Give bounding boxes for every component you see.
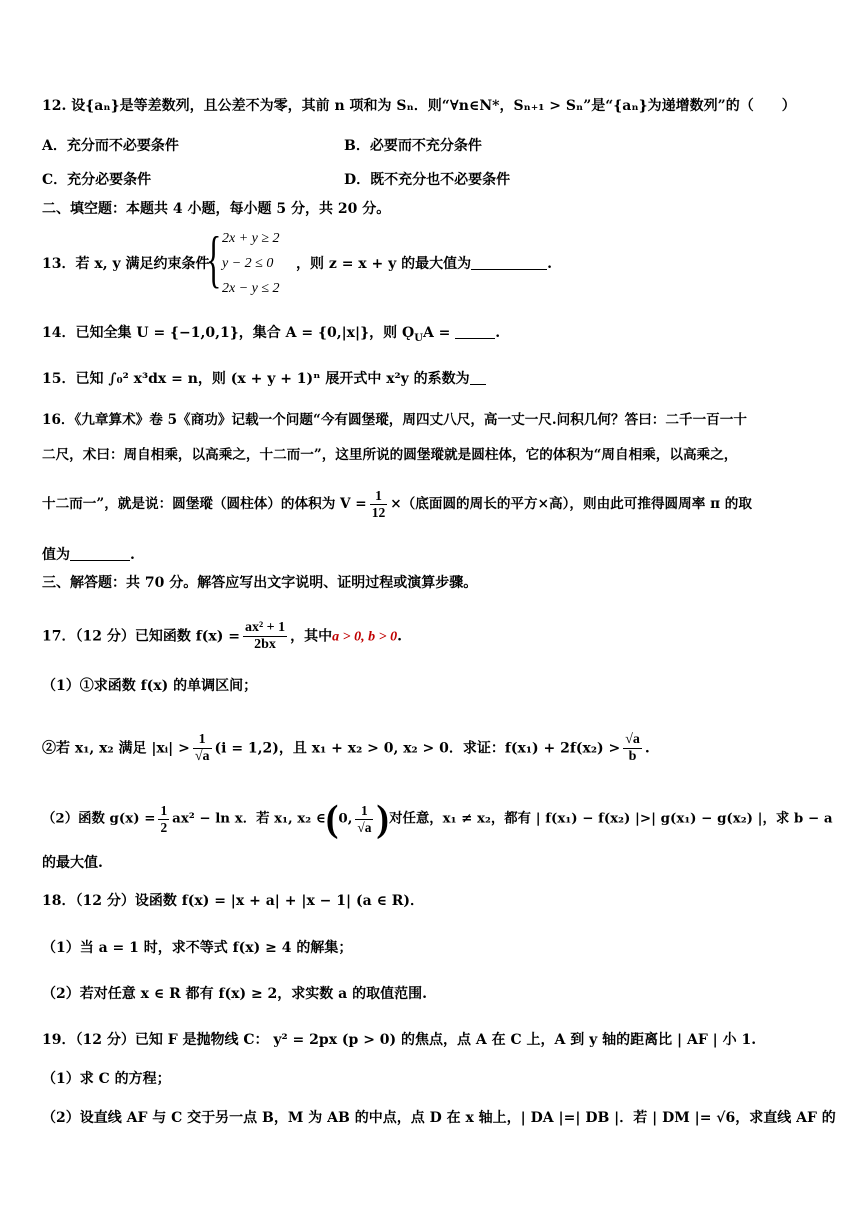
q17-p3-frac-den: 2 [160,819,168,835]
q17-part-1: （1）①求函数 f(x) 的单调区间； [42,678,258,694]
q17-interval-open: ( [325,798,339,840]
q15-stem: 15．已知 ∫₀² x³dx = n，则 (x + y + 1)ⁿ 展开式中 x²y 的系数为 [42,371,470,387]
q16-line-4-text: 值为 [42,547,70,563]
q16-answer-blank[interactable] [70,546,130,561]
q13-constraints [222,226,280,301]
q15-answer-blank[interactable] [470,370,486,385]
q17-p3c: 对任意，x₁ ≠ x₂，都有 | f(x₁) − f(x₂) |>| g(x₁) − g(x₂) |，求 b − a [389,810,833,827]
q17-p2-frac [193,732,212,765]
q19-part-2: （2）设直线 AF 与 C 交于另一点 B，M 为 AB 的中点，点 D 在 x 轴上，| DA |=| DB |．若 | DM |= √6，求直线 AF 的 [42,1110,836,1126]
q17-stem [42,620,402,653]
q17-p2-frac2-den: b [628,749,637,764]
q12-option-c: C．充分必要条件 [42,172,152,188]
q13-answer-blank[interactable] [471,255,547,270]
q16-line-4 [42,545,135,565]
q16-frac-den: 12 [371,505,386,520]
q13-constraint-2: y − 2 ≤ 0 [222,256,274,271]
q19-part-1: （1）求 C 的方程； [42,1071,171,1087]
q16-fraction [370,488,388,521]
q14-end: . [495,325,501,341]
q14-sub: U [414,332,423,344]
q16-frac-num: 1 [370,488,388,505]
q17-p3a: （2）函数 g(x) = [42,810,156,827]
q17-frac-num: ax² + 1 [244,620,286,635]
q19-stem: 19．（12 分）已知 F 是抛物线 C： y² = 2px (p > 0) 的焦点，点 A 在 C 上，A 到 y 轴的距离比 | AF | 小 1. [42,1032,757,1048]
q17-stem-end: . [397,628,402,645]
q14-text [42,323,500,349]
q12-option-a: A．充分而不必要条件 [42,138,179,154]
q13-brace: { [206,223,222,294]
q14-answer-blank[interactable] [455,324,495,339]
q13-prefix: 13．若 x, y 满足约束条件 [42,256,210,272]
q15-text [42,369,486,389]
q16-line-3 [42,488,752,521]
q12-stem: 12. 设{aₙ}是等差数列，且公差不为零，其前 n 项和为 Sₙ．则“∀n∈N*，Sₙ₊₁ > Sₙ”是“{aₙ}为递增数列”的（ ） [42,98,796,114]
q17-interval-frac-den: √a [357,819,372,835]
q17-interval-a: 0, [338,810,353,827]
q17-part-1-2 [42,732,650,765]
q17-p3b: ax² − ln x．若 x₁, x₂ ∈ [172,810,326,827]
q17-interval-frac [355,803,373,836]
q17-p2-end: . [644,740,650,757]
section-3-heading: 三、解答题：共 70 分。解答应写出文字说明、证明过程或演算步骤。 [42,575,478,591]
q17-interval-frac-num: 1 [355,803,373,820]
q12-option-d: D．既不充分也不必要条件 [344,172,511,188]
q17-condition: a > 0, b > 0 [332,629,398,645]
q17-part-2 [42,800,833,838]
q17-frac-den: 2bx [254,637,276,652]
q18-part-1: （1）当 a = 1 时，求不等式 f(x) ≥ 4 的解集； [42,940,353,956]
q12-option-b: B．必要而不充分条件 [344,138,482,154]
q17-p2a: ②若 x₁, x₂ 满足 |xᵢ| > [42,740,190,757]
q17-p3-frac [158,803,169,836]
q16-line-1: 16．《九章算术》卷 5《商功》记载一个问题“今有圆堡瑽，周四丈八尺，高一丈一尺.问积几何？答曰：二千一百一十 [42,412,747,428]
q17-fraction [243,620,287,653]
q18-part-2: （2）若对任意 x ∈ R 都有 f(x) ≥ 2，求实数 a 的取值范围. [42,986,427,1002]
section-2-heading: 二、填空题：本题共 4 小题，每小题 5 分，共 20 分。 [42,201,391,217]
q18-stem: 18．（12 分）设函数 f(x) = |x + a| + |x − 1| (a ∈ R)． [42,893,425,909]
q16-line-4-end: . [130,547,135,563]
q16-line-3a: 十二而一”，就是说：圆堡瑽（圆柱体）的体积为 V = [42,496,367,512]
q16-line-3b: ×（底面圆的周长的平方×高），则由此可推得圆周率 π 的取 [390,496,752,512]
q16-line-2: 二尺，术曰：周自相乘，以高乘之，十二而一”，这里所说的圆堡瑽就是圆柱体，它的体积为“周自相乘，以高乘之， [42,447,738,463]
q14-stem: 14．已知全集 U = {−1,0,1}，集合 A = {0,|x|}，则 Ǫ [42,325,415,341]
q17-p2-frac2 [623,732,642,765]
q13-suffix [296,254,552,274]
q14-tail: A = [422,325,456,341]
q17-p2-frac-den: √a [194,749,210,764]
q17-part-2-end: 的最大值. [42,855,103,871]
q17-p2b: (i = 1,2)，且 x₁ + x₂ > 0, x₂ > 0．求证：f(x₁) + 2f(x₂) > [214,740,621,757]
q13-constraint-3: 2x − y ≤ 2 [222,281,280,296]
q13-constraint-1: 2x + y ≥ 2 [222,231,280,246]
q17-p2-frac-num: 1 [193,732,212,749]
q13-end: . [547,256,553,272]
q17-stem-a: 17．（12 分）已知函数 f(x) = [42,628,240,645]
q17-stem-b: ，其中 [290,628,333,645]
q17-p2-frac2-num: √a [625,732,640,747]
q17-interval-close: ) [376,798,390,840]
q13-suffix-text: ，则 z = x + y 的最大值为 [296,256,472,272]
q17-p3-frac-num: 1 [160,802,168,818]
